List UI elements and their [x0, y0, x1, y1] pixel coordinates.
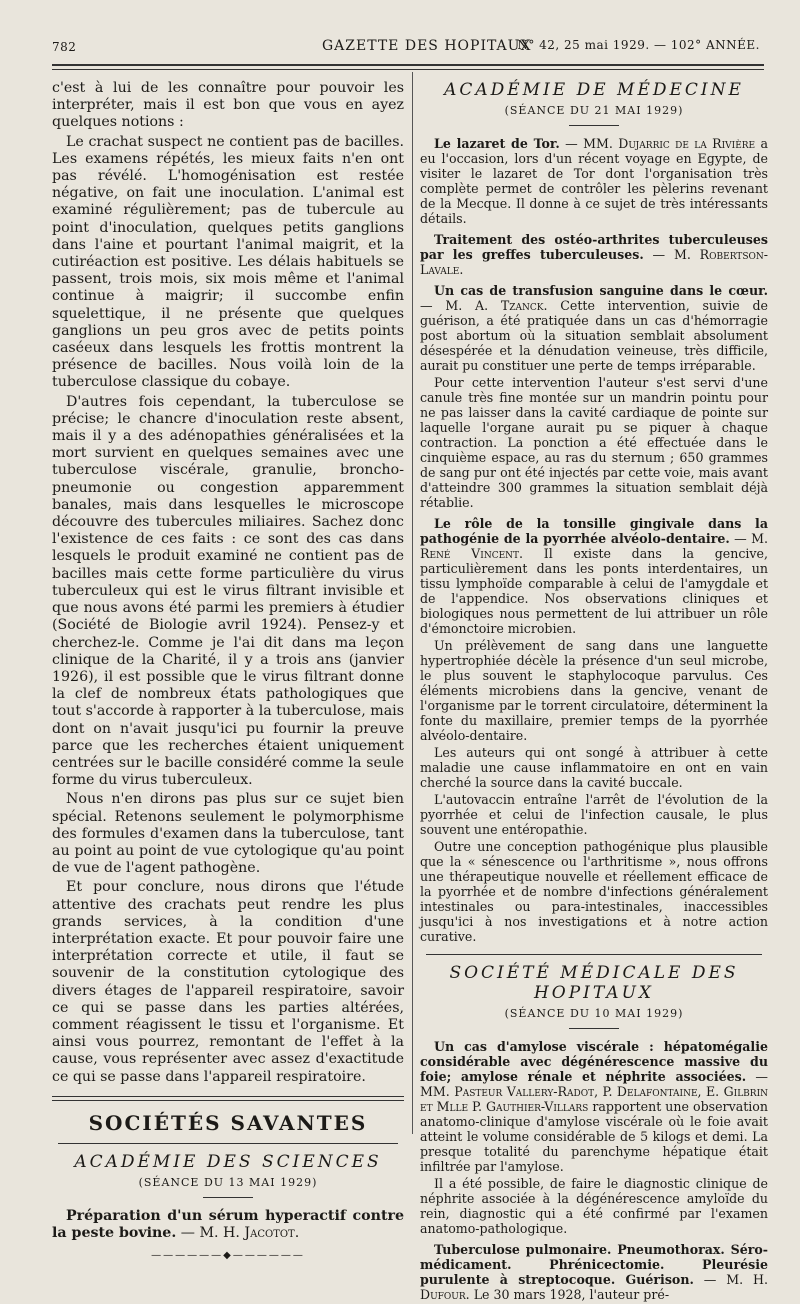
section-title: SOCIÉTÉS SAVANTES: [88, 1110, 368, 1135]
page-header: [52, 36, 760, 58]
item-osteo: [420, 232, 768, 277]
seance-date: (SÉANCE DU 13 MAI 1929): [138, 1175, 318, 1189]
paragraph: Les auteurs qui ont songé à attribuer à cette maladie une cause inflammatoire en ont en vain cherché la source dans la cavité buccale.: [420, 745, 768, 790]
item-author: — M. René Vincent.: [420, 531, 768, 561]
item-author: — M. A. Tzanck.: [420, 298, 548, 313]
seance-date: (SÉANCE DU 21 MAI 1929): [504, 104, 684, 117]
item-title: Tuberculose pulmonaire. Pneumothorax. Séro-médicament. Phrénicectomie. Pleurésie purulente à streptocoque. Guérison.: [420, 1242, 768, 1287]
paragraph: Nous n'en dirons pas plus sur ce sujet bien spécial. Retenons seulement le polymorphisme des formules d'examen dans la tuberculose, tant au point au point de vue cytologique qu'au point de vue de l'agent pathogène.: [52, 791, 404, 877]
item-text: rapportent une observation anatomo-clinique d'amylose viscérale où le foie avait atteint le volume considérable de 5 kilogs et demi. La presque totalité du parenchyme hépatique était infiltrée par l'amylose.: [420, 1099, 768, 1174]
short-divider: [569, 1028, 619, 1029]
paragraph: D'autres fois cependant, la tuberculose se précise; le chancre d'inoculation reste absent, mais il y a des adénopathies généralisées et la mort survient en quelques semaines avec une tuberculose viscérale, granulie, broncho-pneumonie ou congestion apparemment banales, mais dans lesquelles le microscope découvre des tubercules miliaires. Sachez donc l'existence de ces faits : ce sont des cas dans lesquels le produit examiné ne contient pas de bacilles mais cette forme particulière du virus tuberculeux qui est le virus filtrant invisible et que nous avons été parmi les premiers à étudier (Société de Biologie avril 1924). Pensez-y et cherchez-le. Comme je l'ai dit dans ma leçon clinique de la Charité, il y a trois ans (janvier 1926), il est possible que le virus filtrant donne la clef de nombreux états pathologiques que tout s'accorde à rapporter à la tuberculose, mais dont on n'avait jusqu'ici pu fournir la preuve parce que les recherches étaient uniquement centrées sur le bacille considéré comme la seule forme du virus tuberculeux.: [52, 393, 404, 789]
paragraph: Pour cette intervention l'auteur s'est servi d'une canule très fine montée sur un mandrin pointu pour ne pas laisser dans la cavité cardiaque de pointe sur laquelle l'organe aurait pu se piquer à chaque contraction. La ponction a été effectuée dans le cinquième espace, au ras du sternum ; 650 grammes de sang pur ont été injectés par cette voie, mais avant d'atteindre 300 grammes la situation semblait déjà rétablie.: [420, 375, 768, 510]
item-title: Traitement des ostéo-arthrites tuberculeuses par les greffes tuberculeuses.: [420, 232, 768, 262]
seance-date: (SÉANCE DU 10 MAI 1929): [504, 1007, 684, 1020]
item-title: Préparation d'un sérum hyperactif contre la peste bovine.: [52, 1207, 404, 1241]
item-text: Cette intervention, suivie de guérison, a été pratiquée dans un cas d'hémorragie post abortum où la situation semblait absolument désespérée et la dénudation veineuse, très difficile, aurait pu constituer une perte de temps irréparable.: [420, 298, 768, 373]
ornament-divider: ——————◆——————: [151, 1250, 305, 1262]
item-amylose: [420, 1039, 768, 1174]
society-title: SOCIÉTÉ MÉDICALE DES HOPITAUX: [449, 963, 739, 1003]
academy-title: ACADÉMIE DE MÉDECINE: [444, 80, 744, 100]
item-author: — MM. Dujarric de la Rivière: [565, 136, 756, 151]
page-number: 782: [52, 40, 77, 54]
paragraph: Il a été possible, de faire le diagnostic clinique de néphrite associée à la dégénérescence amyloïde du rein, diagnostic qui a été confirmé par l'examen anatomo-pathologique.: [420, 1176, 768, 1236]
short-divider: [203, 1197, 253, 1198]
header-rule: [52, 64, 764, 66]
paragraph: Le crachat suspect ne contient pas de bacilles. Les examens répétés, les mieux faits n'en ont pas révélé. L'homogénisation est restée négative, on fait une inoculation. L'animal est examiné régulièrement; pas de tubercule au point d'inoculation, quelques petits ganglions dans l'aine et pourtant l'animal maigrit, et la cutiréaction est positive. Les délais habituels se passent, trois mois, six mois même et l'animal continue à maigrir; il succombe enfin squelettique, il ne présente que quelques ganglions un peu gros avec de petits points caséeux dans lesquels les frottis montrent la présence de bacilles. Nous voilà loin de la tuberculose classique du cobaye.: [52, 133, 404, 391]
item-author: — M. Robertson-Lavale.: [420, 247, 768, 277]
paragraph: Un prélèvement de sang dans une languette hypertrophiée décèle la présence d'un seul microbe, le plus souvent le staphylocoque parvulus. Ces éléments microbiens dans la gencive, venant de l'organisme par le torrent circulatoire, déterminent la fonte du maxillaire, premier temps de la pyorrhée alvéolo-dentaire.: [420, 638, 768, 743]
item-tuberculose: [420, 1242, 768, 1302]
item-author: — M. H. Dufour.: [420, 1272, 769, 1302]
left-column: [52, 80, 404, 1261]
paragraph: c'est à lui de les connaître pour pouvoir les interpréter, mais il est bon que vous en ayez quelques notions :: [52, 80, 404, 131]
item-title: Le rôle de la tonsille gingivale dans la pathogénie de la pyorrhée alvéolo-dentaire.: [420, 516, 768, 546]
paragraph: Et pour conclure, nous dirons que l'étude attentive des crachats peut rendre les plus grands services, à la condition d'une interprétation exacte. Et pour pouvoir faire une interprétation correcte et utile, il faut se souvenir de la constitution cytologique des divers étages de l'appareil respiratoire, savoir ce qui se passe dans les parties altérées, comment réagissent le tissu et l'organisme. Et ainsi vous pourrez, remontant de l'effet à la cause, vous représenter avec assez d'exactitude ce qui se passe dans l'appareil respiratoire.: [52, 879, 404, 1085]
paragraph: Outre une conception pathogénique plus plausible que la « sénescence ou l'arthritisme », nous offrons une thérapeutique nouvelle et réellement efficace de la pyorrhée et de nombre d'infections généralement intestinales ou para-intestinales, inaccessibles jusqu'ici à nos investigations et à notre action curative.: [420, 839, 768, 944]
short-divider: [569, 125, 619, 126]
section-divider: [52, 1096, 404, 1101]
journal-title: GAZETTE DES HOPITAUX: [322, 38, 532, 54]
item: [52, 1208, 404, 1242]
item-text: Le 30 mars 1928, l'auteur pré-: [473, 1287, 670, 1302]
item-title: Un cas de transfusion sanguine dans le cœur.: [434, 283, 768, 298]
paragraph: L'autovaccin entraîne l'arrêt de l'évolution de la pyorrhée et celui de l'infection causale, le plus souvent une entéropathie.: [420, 792, 768, 837]
header-rule-thin: [52, 69, 764, 70]
academy-title: ACADÉMIE DES SCIENCES: [74, 1151, 382, 1172]
right-column: [420, 80, 768, 1304]
item-title: Le lazaret de Tor.: [434, 136, 560, 151]
item-author: — M. H. Jacotot.: [180, 1224, 300, 1241]
item-text: a eu l'occasion, lors d'un récent voyage en Egypte, de visiter le lazaret de Tor dont l'organisation très complète permet de contrôler les pèlerins revenant de la Mecque. Il donne à ce sujet de très intéressants détails.: [420, 136, 768, 226]
item-transfusion: [420, 283, 768, 373]
item-tonsille: [420, 516, 768, 636]
item-author: — MM. Pasteur Vallery-Radot, P. Delafontaine, E. Gilbrin et Mlle P. Gauthier-Villars: [420, 1069, 768, 1114]
issue-info: N° 42, 25 mai 1929. — 102° ANNÉE.: [517, 38, 760, 52]
item-text: Il existe dans la gencive, particulièrement dans les ponts interdentaires, un tissu lymphoïde comparable à celui de l'amygdale et de l'appendice. Nos observations cliniques et biologiques nous permettent de lui attribuer un rôle d'émonctoire microbien.: [420, 546, 768, 636]
item-lazaret: [420, 136, 768, 226]
divider: [426, 954, 762, 955]
column-divider: [412, 72, 413, 1134]
item-title: Un cas d'amylose viscérale : hépatomégalie considérable avec dégénérescence massive du foie; amylose rénale et néphrite associées.: [420, 1039, 768, 1084]
